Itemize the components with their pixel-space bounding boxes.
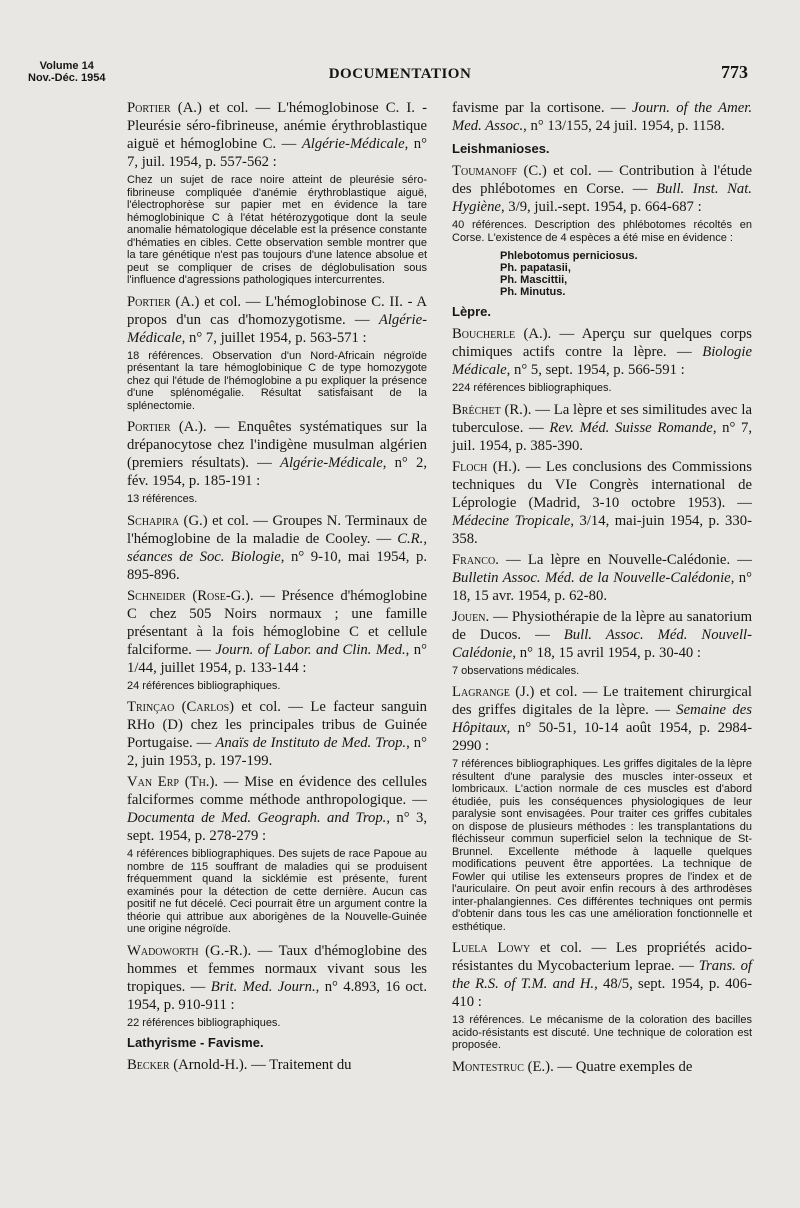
entry-abstract: 4 références bibliographiques. Des sujets de race Papoue au nombre de 115 souffrant de maladies qui se produisent fréquemment quand la sicklémie est présente, furent examinés pour la détection de cette dernière. Aucun cas positif ne fut décelé. Ceci pourrait être un argument contre la théorie qui attribue aux aborigènes de la Nouvelle-Guinée une origine négroïde. bbox=[127, 848, 427, 935]
right-column bbox=[452, 99, 752, 1079]
entry-title: et col. — Groupes N. Terminaux de l'hémoglobine de la maladie de Cooley. — bbox=[127, 512, 427, 547]
species-item: Phlebotomus perniciosus. bbox=[500, 250, 638, 262]
entry-title: et col. — Le traitement chirurgical des griffes digitales de la lèpre. — bbox=[452, 684, 753, 718]
bibliography-entry bbox=[452, 683, 752, 755]
entry-abstract: 18 références. Observation d'un Nord-Africain négroïde présentant la tare hémoglobinique C de type homozygote chez qui l'étude de l'hémoglobine a pu expliquer la présence d'une splénomégalie. Résultat satisfaisant de la splénectomie. bbox=[127, 349, 427, 412]
entry-author: Franco bbox=[452, 551, 496, 568]
bibliography-entry bbox=[127, 418, 427, 490]
entry-author: Lagrange (J.) bbox=[452, 684, 535, 700]
section-heading: Lathyrisme - Favisme. bbox=[127, 1035, 264, 1050]
entry-citation: , n° 9-10, mai 1954, p. 895-896. bbox=[127, 548, 427, 583]
entry-abstract: 7 références bibliographiques. Les griffes digitales de la lèpre résultent d'une paralysie des muscles inter-osseux et lombricaux. L'action normale de ces muscles est d'abord étudiée, puis les conséquences physiologiques de leur paralysie sont envisagées. Pour traiter ces griffes cubitales on dispose de plusieurs méthodes : les transplantations du fléchisseur commun superficiel selon la technique de St-Brunnel. Excellente méthode à laquelle quelques modifications peuvent être apportées. La technique de Fowler qui utilise les extenseurs propres de l'index et de l'auriculaire. On peut avoir enfin recours à des arthrodèses inter-phalangiennes. Ces différentes techniques ont permis d'obtenir dans tous les cas une amélioration fonctionnelle et esthétique. bbox=[452, 758, 752, 933]
entry-journal: Biologie Médicale bbox=[452, 344, 752, 378]
entry-journal: Documenta de Med. Geograph. and Trop. bbox=[127, 810, 387, 826]
entry-citation: , n° 7, juil. 1954, p. 385-390. bbox=[452, 419, 752, 454]
entry-author: Van Erp (Th.) bbox=[127, 774, 215, 790]
entry-citation: , n° 4.893, 16 oct. 1954, p. 910-911 : bbox=[127, 978, 427, 1013]
entry-journal: Bull. Assoc. Méd. Nouvell-Calédonie bbox=[452, 626, 752, 661]
bibliography-entry bbox=[127, 512, 427, 584]
entry-title: . — Quatre exemples de bbox=[550, 1058, 693, 1075]
entry-citation: , n° 2, juin 1953, p. 197-199. bbox=[127, 735, 427, 769]
entry-author: Jouen bbox=[452, 608, 486, 625]
entry-author: Portier (A.) bbox=[127, 100, 202, 116]
entry-title: et col. — Les propriétés acido-résistantes du Mycobacterium leprae. — bbox=[452, 940, 752, 974]
entry-citation: , n° 18, 15 avr. 1954, p. 62-80. bbox=[452, 569, 752, 604]
entry-journal: Journ. of the Amer. Med. Assoc. bbox=[452, 100, 752, 134]
entry-abstract: 224 références bibliographiques. bbox=[452, 382, 612, 394]
entry-abstract: 22 références bibliographiques. bbox=[127, 1016, 281, 1029]
entry-journal: Algérie-Médicale bbox=[127, 311, 427, 346]
entry-citation: , n° 7, juil. 1954, p. 557-562 : bbox=[127, 136, 427, 170]
entry-journal: Algérie-Médicale bbox=[301, 136, 405, 152]
entry-citation: , 48/5, sept. 1954, p. 406-410 : bbox=[452, 976, 752, 1010]
entry-journal: Bull. Inst. Nat. Hygiène bbox=[452, 181, 752, 215]
page-header bbox=[0, 60, 800, 90]
bibliography-entry bbox=[127, 587, 427, 677]
bibliography-entry bbox=[452, 939, 752, 1011]
entry-citation: , n° 1/44, juillet 1954, p. 133-144 : bbox=[127, 641, 427, 676]
species-item: Ph. papatasii, bbox=[500, 262, 571, 274]
entry-citation: , n° 3, sept. 1954, p. 278-279 : bbox=[127, 810, 427, 844]
bibliography-entry bbox=[127, 698, 427, 770]
entry-title: . — La lèpre et ses similitudes avec la tuberculose. — bbox=[452, 401, 752, 436]
entry-author: Portier (A.) bbox=[127, 293, 200, 310]
entry-citation: , n° 50-51, 10-14 août 1954, p. 2984-2990 : bbox=[452, 720, 752, 754]
entry-citation: , n° 18, 15 avril 1954, p. 30-40 : bbox=[512, 644, 702, 661]
entry-abstract: 13 références. Le mécanisme de la coloration des bacilles acido-résistants est discuté. Une technique de coloration est proposée. bbox=[452, 1014, 752, 1051]
entry-journal: Algérie-Médicale bbox=[279, 455, 383, 471]
entry-author: Trinçao (Carlos) bbox=[127, 699, 235, 715]
entry-journal: Rev. Méd. Suisse Romande bbox=[549, 419, 713, 436]
bibliography-entry bbox=[127, 773, 427, 845]
species-list bbox=[452, 250, 752, 298]
entry-title: . — Les conclusions des Commissions techniques du VIe Congrès international de Léprologie (Madrid, 3-10 octobre 1953). — bbox=[452, 458, 752, 511]
entry-journal: Trans. of the R.S. of T.M. and H. bbox=[452, 958, 752, 992]
section-heading: Leishmanioses. bbox=[452, 141, 550, 156]
entry-title: et col. — L'hémoglobinose C. I. - Pleurésie séro-fibrineuse, anémie érythroblastique aiguë et hémoglobine C. — bbox=[127, 100, 427, 152]
entry-title: et col. — Le facteur sanguin RHo (D) chez les principales tribus de Guinée Portugaise. — bbox=[127, 699, 427, 751]
entry-author: Bréchet (R.) bbox=[452, 401, 528, 418]
entry-author: Floch (H.) bbox=[452, 458, 517, 475]
entry-journal: Brit. Med. Journ. bbox=[210, 978, 316, 995]
bibliography-entry bbox=[127, 99, 427, 171]
entry-title: . — Enquêtes systématiques sur la drépanocytose chez l'indigène musulman algérien (premiers résultats). — bbox=[127, 419, 427, 471]
entry-author: Toumanoff (C.) bbox=[452, 163, 547, 179]
entry-abstract: 24 références bibliographiques. bbox=[127, 679, 281, 692]
entry-journal: Médecine Tropicale bbox=[452, 512, 571, 529]
entry-author: Schneider (Rose-G.) bbox=[127, 587, 250, 604]
entry-citation: , 3/9, juil.-sept. 1954, p. 664-687 : bbox=[500, 199, 702, 215]
issue-date: Nov.-Déc. 1954 bbox=[28, 72, 106, 84]
bibliography-entry bbox=[127, 1056, 427, 1074]
entry-title: . — Taux d'hémoglobine des hommes et femmes normaux vivant sous les tropiques. — bbox=[127, 942, 427, 995]
bibliography-entry bbox=[452, 1058, 752, 1076]
bibliography-entry bbox=[452, 162, 752, 216]
bibliography-entry bbox=[452, 458, 752, 548]
entry-citation: , n° 5, sept. 1954, p. 566-591 : bbox=[506, 362, 685, 378]
species-item: Ph. Minutus. bbox=[500, 286, 566, 298]
entry-title: . — Présence d'hémoglobine C chez 505 Noirs normaux ; une famille présentant à la fois hémoglobine C et cellule falciforme. — bbox=[127, 587, 427, 658]
entry-title: . — Physiothérapie de la lèpre au sanatorium de Ducos. — bbox=[452, 608, 752, 643]
entry-title: et col. — L'hémoglobinose C. II. - A propos d'un cas d'homozygotisme. — bbox=[127, 293, 427, 328]
entry-title: . — Aperçu sur quelques corps chimiques actifs contre la lèpre. — bbox=[452, 326, 752, 360]
entry-author: Boucherle (A.) bbox=[452, 326, 548, 342]
entry-journal: Journ. of Labor. and Clin. Med. bbox=[215, 641, 406, 658]
page-number: 773 bbox=[721, 62, 748, 82]
entry-abstract: 7 observations médicales. bbox=[452, 664, 580, 677]
species-item: Ph. Mascittii, bbox=[500, 274, 568, 286]
entry-citation: , n° 2, fév. 1954, p. 185-191 : bbox=[127, 455, 427, 489]
entry-abstract: 40 références. Description des phlébotomes récoltés en Corse. L'existence de 4 espèces a été mise en évidence : bbox=[452, 219, 752, 244]
entry-title: (Arnold-H.). — Traitement du bbox=[169, 1057, 352, 1073]
entry-title: et col. — Contribution à l'étude des phlébotomes en Corse. — bbox=[452, 163, 752, 197]
entry-author: Luela Lowy bbox=[452, 940, 531, 956]
entry-title: . — Mise en évidence des cellules falciformes comme méthode anthropologique. — bbox=[127, 774, 427, 808]
bibliography-entry bbox=[452, 99, 752, 135]
bibliography-entry bbox=[452, 608, 752, 662]
entry-journal: Anaïs de Instituto de Med. Trop. bbox=[215, 735, 407, 751]
entry-author: Schapira (G.) bbox=[127, 512, 208, 529]
entry-journal: Bulletin Assoc. Méd. de la Nouvelle-Calédonie bbox=[452, 569, 731, 586]
left-column bbox=[127, 99, 427, 1077]
entry-journal: Semaine des Hôpitaux bbox=[452, 702, 752, 736]
bibliography-entry bbox=[452, 401, 752, 455]
bibliography-entry bbox=[452, 551, 752, 605]
section-heading: Lèpre. bbox=[452, 304, 492, 319]
entry-title: favisme par la cortisone. — bbox=[452, 100, 632, 116]
bibliography-entry bbox=[127, 293, 427, 347]
volume-label: Volume 14 bbox=[39, 60, 94, 72]
entry-abstract: 13 références. bbox=[127, 493, 198, 505]
entry-citation: , n° 13/155, 24 juil. 1954, p. 1158. bbox=[523, 118, 725, 134]
section-title: DOCUMENTATION bbox=[328, 66, 472, 82]
entry-author: Wadoworth (G.-R.) bbox=[127, 942, 248, 959]
entry-author: Montestruc (E.) bbox=[452, 1058, 551, 1075]
bibliography-entry bbox=[127, 942, 427, 1014]
entry-title: . — La lèpre en Nouvelle-Calédonie. — bbox=[495, 551, 752, 568]
entry-citation: , 3/14, mai-juin 1954, p. 330-358. bbox=[452, 512, 752, 547]
bibliography-entry bbox=[452, 325, 752, 379]
entry-author: Becker bbox=[127, 1057, 170, 1073]
entry-abstract: Chez un sujet de race noire atteint de pleurésie séro-fibrineuse compliquée d'anémie érythroblastique aiguë, l'électrophorèse sur papier met en évidence la tare hémoglobinique C à l'état hétérozygotique dont la seule anomalie hématologique décelable est la présence constante d'hématies en cibles. Cette observation semble montrer que la tare génétique n'est pas toujours d'une latence absolue et peut se compliquer de crises de déglobulisation sous l'influence d'agressions pathologiques intercurrentes. bbox=[127, 174, 427, 286]
entry-author: Portier (A.) bbox=[127, 419, 203, 435]
entry-journal: C.R., séances de Soc. Biologie bbox=[127, 530, 427, 565]
entry-citation: , n° 7, juillet 1954, p. 563-571 : bbox=[181, 329, 367, 346]
